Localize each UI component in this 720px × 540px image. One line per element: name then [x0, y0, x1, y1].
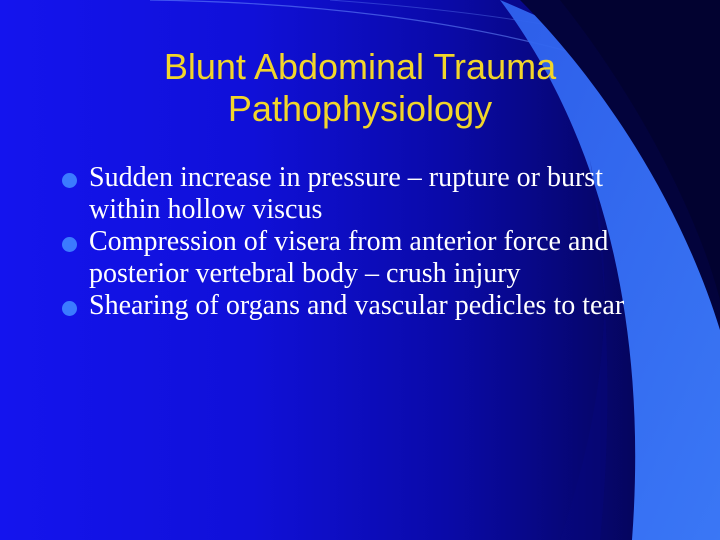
bullet-text: Shearing of organs and vascular pedicles to tear	[89, 290, 625, 321]
bullet-icon	[62, 173, 77, 188]
slide-title-line-1: Blunt Abdominal Trauma	[163, 46, 557, 87]
bullet-text: Sudden increase in pressure – rupture or burst within hollow viscus	[89, 162, 603, 225]
bullet-item	[60, 162, 660, 226]
bullet-item	[60, 290, 660, 322]
bullet-item	[60, 226, 660, 290]
bullet-text: Compression of visera from anterior force and posterior vertebral body – crush injury	[89, 226, 609, 289]
slide-title-line-2: Pathophysiology	[227, 88, 493, 129]
bullet-list	[60, 162, 660, 322]
bullet-icon	[62, 237, 77, 252]
slide-title	[60, 46, 660, 130]
bullet-icon	[62, 301, 77, 316]
